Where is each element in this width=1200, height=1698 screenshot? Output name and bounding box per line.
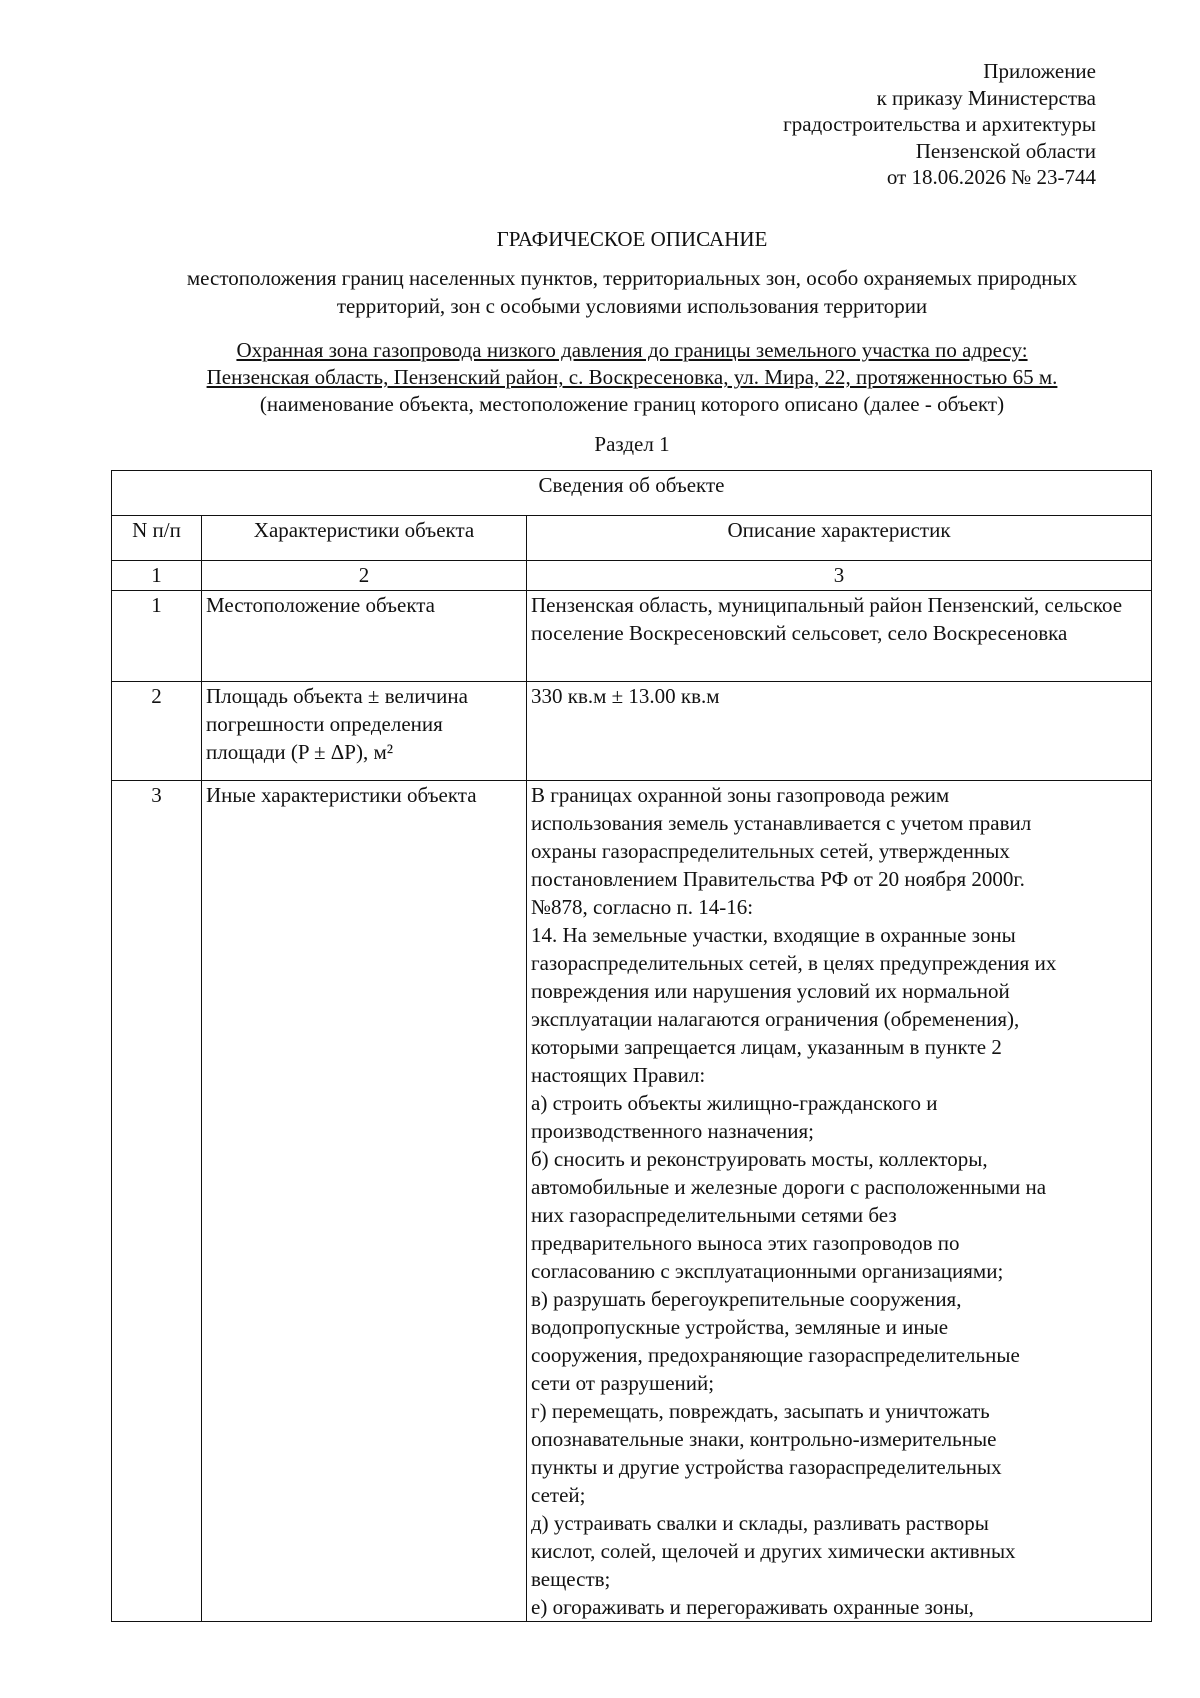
description-line: газораспределительных сетей, в целях предупреждения их — [531, 951, 1057, 975]
row-num: 1 — [112, 591, 202, 682]
description-line: которыми запрещается лицам, указанным в пункте 2 — [531, 1035, 1002, 1059]
header-characteristic: Характеристики объекта — [202, 516, 527, 561]
row-characteristic: Площадь объекта ± величина погрешности определения площади (P ± ΔP), м² — [202, 682, 527, 781]
description-line: веществ; — [531, 1567, 611, 1591]
description-line: сетей; — [531, 1483, 586, 1507]
description-line: в) разрушать берегоукрепительные сооружения, — [531, 1287, 962, 1311]
column-number: 1 — [112, 561, 202, 591]
description-line: кислот, солей, щелочей и других химически активных — [531, 1539, 1016, 1563]
description-line: сети от разрушений; — [531, 1371, 715, 1395]
description-line: а) строить объекты жилищно-гражданского и — [531, 1091, 938, 1115]
description-line: е) огораживать и перегораживать охранные зоны, — [531, 1595, 974, 1619]
table-caption: Сведения об объекте — [112, 471, 1152, 516]
description-line: согласованию с эксплуатационными организациями; — [531, 1259, 1004, 1283]
description-line: автомобильные и железные дороги с расположенными на — [531, 1175, 1047, 1199]
column-numbers-row — [112, 561, 1152, 591]
subtitle-line: территорий, зон с особыми условиями использования территории — [336, 294, 928, 318]
appendix-line: к приказу Министерства — [876, 85, 1096, 110]
row-description — [527, 781, 1152, 1622]
table-row — [112, 682, 1152, 781]
object-name-note: (наименование объекта, местоположение границ которого описано (далее - объект) — [259, 392, 1005, 416]
row-description: Пензенская область, муниципальный район Пензенский, сельское поселение Воскресеновский сельсовет, село Воскресеновка — [527, 591, 1152, 682]
description-line: В границах охранной зоны газопровода режим — [531, 783, 950, 807]
table-caption-row — [112, 471, 1152, 516]
description-line: постановлением Правительства РФ от 20 ноября 2000г. — [531, 867, 1025, 891]
object-name-block — [100, 337, 1164, 418]
description-line: повреждения или нарушения условий их нормальной — [531, 979, 1010, 1003]
appendix-block — [596, 58, 1096, 191]
section-label: Раздел 1 — [594, 432, 670, 456]
description-line: водопропускные устройства, земляные и иные — [531, 1315, 949, 1339]
description-line: сооружения, предохраняющие газораспределительные — [531, 1343, 1020, 1367]
description-line: предварительного выноса этих газопроводов по — [531, 1231, 960, 1255]
description-line: эксплуатации налагаются ограничения (обременения), — [531, 1007, 1020, 1031]
object-name-line: Охранная зона газопровода низкого давления до границы земельного участка по адресу: — [236, 338, 1028, 362]
description-line: д) устраивать свалки и склады, разливать растворы — [531, 1511, 989, 1535]
row-characteristic: Иные характеристики объекта — [202, 781, 527, 1622]
description-line: них газораспределительными сетями без — [531, 1203, 897, 1227]
row-characteristic: Местоположение объекта — [202, 591, 527, 682]
description-line: настоящих Правил: — [531, 1063, 706, 1087]
description-line: г) перемещать, повреждать, засыпать и уничтожать — [531, 1399, 990, 1423]
appendix-line: Приложение — [983, 59, 1096, 83]
description-line: охраны газораспределительных сетей, утвержденных — [531, 839, 1010, 863]
row-num: 3 — [112, 781, 202, 1622]
appendix-line: градостроительства и архитектуры — [783, 112, 1096, 136]
row-description: 330 кв.м ± 13.00 кв.м — [527, 682, 1152, 781]
table-row — [112, 591, 1152, 682]
column-number: 3 — [527, 561, 1152, 591]
description-line: опознавательные знаки, контрольно-измерительные — [531, 1427, 997, 1451]
description-line: производственного назначения; — [531, 1119, 814, 1143]
subtitle-line: местоположения границ населенных пунктов, территориальных зон, особо охраняемых природных — [186, 266, 1078, 290]
table-header-row — [112, 516, 1152, 561]
description-line: использования земель устанавливается с учетом правил — [531, 811, 1032, 835]
description-line: №878, согласно п. 14-16: — [531, 895, 754, 919]
description-line: б) сносить и реконструировать мосты, коллекторы, — [531, 1147, 988, 1171]
document-subtitle — [100, 264, 1164, 320]
appendix-line: Пензенской области — [915, 138, 1096, 163]
document-title: ГРАФИЧЕСКОЕ ОПИСАНИЕ — [496, 227, 768, 251]
row-num: 2 — [112, 682, 202, 781]
column-number: 2 — [202, 561, 527, 591]
object-name-line: Пензенская область, Пензенский район, с. Воскресеновка, ул. Мира, 22, протяженностью 65 м. — [206, 365, 1058, 389]
header-description: Описание характеристик — [527, 516, 1152, 561]
table-row — [112, 781, 1152, 1622]
appendix-line: от 18.06.2026 № 23-744 — [886, 165, 1096, 189]
description-line: 14. На земельные участки, входящие в охранные зоны — [531, 923, 1016, 947]
object-info-table — [111, 470, 1152, 1622]
description-line: пункты и другие устройства газораспределительных — [531, 1455, 1002, 1479]
header-num: N п/п — [112, 516, 202, 561]
